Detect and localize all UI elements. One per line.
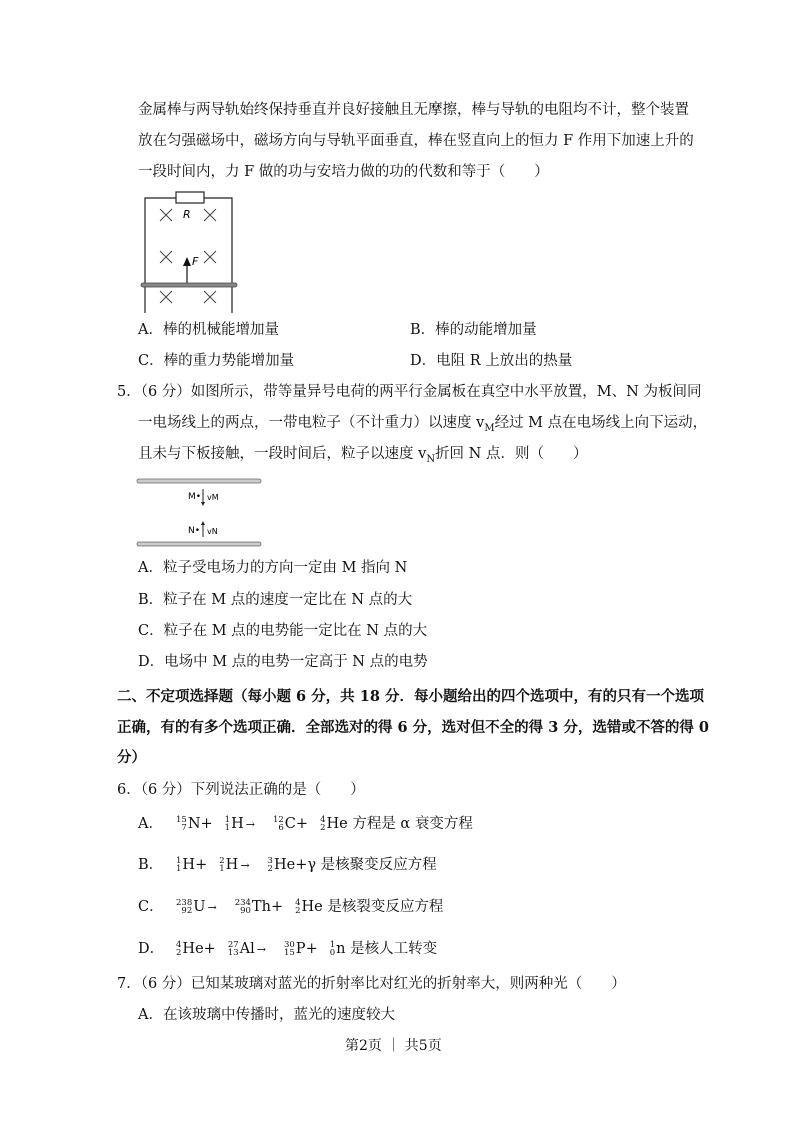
q6-option-d: D． 4 2 He+ 27 13 Al → 30 15 P+ 1 0 n 是核人工转变 [138,940,438,958]
nuclide: 4 2 He [320,815,348,833]
nuclide: 3 2 He [267,856,296,874]
section-heading: 二、不定项选择题（每小题 6 分，共 18 分．每小题给出的四个选项中，有的只有一个选项 [117,688,704,705]
page-footer: 第2页 ｜ 共5页 [345,1038,442,1054]
q5-option-c: C．粒子在 M 点的电势能一定比在 N 点的大 [138,623,428,639]
nuclide: 2 1 H [219,856,239,874]
q5-option-b: B．粒子在 M 点的速度一定比在 N 点的大 [138,592,413,608]
section-heading: 分） [117,749,146,766]
nuclide: 4 2 He [295,898,323,916]
q6-stem: 6．（6 分）下列说法正确的是（ ） [117,782,365,798]
point-m-label: M• [188,492,202,502]
nuclide: 238 92 U [176,898,206,916]
nuclide: 12 6 C [272,815,296,833]
q4-text-line: 一段时间内，力 F 做的功与安培力做的功的代数和等于（ ） [138,164,549,180]
q5-stem-line: 一电场线上的两点，一带电粒子（不计重力）以速度 $v_M$经过 M 点在电场线上向下运动， [138,415,708,434]
nuclide: 4 2 He [176,940,204,958]
q4-option-c: C．棒的重力势能增加量 [138,353,295,369]
q6-option-c: C． 238 92 U → 234 90 Th+ 4 2 He 是核裂变反应方程 [138,898,444,916]
q4-option-d: D．电阻 R 上放出的热量 [410,353,573,369]
upper-plate [137,479,261,483]
resistor-label: R [183,208,191,221]
force-arrow-icon [183,257,191,266]
nuclide: 1 0 n [329,940,346,958]
q4-option-b: B．棒的动能增加量 [410,322,537,338]
q6-option-a: A． 15 7 N+ 1 1 H → 12 6 C+ 4 2 He 方程是 α 衰变方程 [138,815,473,833]
lower-plate [137,542,261,546]
resistor [176,192,204,203]
q6-option-b: B． 1 1 H+ 2 1 H → 3 2 He+γ 是核聚变反应方程 [138,856,437,874]
q5-stem-line: 5．（6 分）如图所示，带等量异号电荷的两平行金属板在真空中水平放置，M、N 为板间同 [117,384,702,400]
q5-plates-figure [135,475,265,550]
q4-circuit-figure [130,185,260,320]
velocity-m-label: vM [207,493,219,502]
metal-rod [141,283,237,287]
point-n-label: N• [188,526,201,536]
nuclide: 27 13 Al [227,940,255,958]
nuclide: 234 90 Th [234,898,271,916]
up-arrow-icon [201,521,205,525]
force-label: F [192,255,199,268]
nuclide: 30 15 P [283,940,306,958]
q4-option-a: A．棒的机械能增加量 [138,322,279,338]
q7-stem: 7．（6 分）已知某玻璃对蓝光的折射率比对红光的折射率大，则两种光（ ） [117,976,626,992]
q7-option-a: A．在该玻璃中传播时，蓝光的速度较大 [138,1007,395,1023]
nuclide: 1 1 H [176,856,196,874]
q5-option-a: A．粒子受电场力的方向一定由 M 指向 N [138,560,408,576]
section-heading: 正确，有的有多个选项正确．全部选对的得 6 分，选对但不全的得 3 分，选错或不答的得 0 [117,719,710,736]
nuclide: 15 7 N [176,815,201,833]
q4-text-line: 放在匀强磁场中，磁场方向与导轨平面垂直，棒在竖直向上的恒力 F 作用下加速上升的 [138,133,694,149]
q5-stem-line: 且未与下板接触，一段时间后，粒子以速度 $v_N$折回 N 点．则（ ） [138,446,588,465]
q5-option-d: D．电场中 M 点的电势一定高于 N 点的电势 [138,654,428,670]
nuclide: 1 1 H [224,815,244,833]
q4-text-line: 金属棒与两导轨始终保持垂直并良好接触且无摩擦，棒与导轨的电阻均不计，整个装置 [138,102,689,118]
velocity-n-label: vN [207,527,218,536]
down-arrow-icon [201,502,205,506]
